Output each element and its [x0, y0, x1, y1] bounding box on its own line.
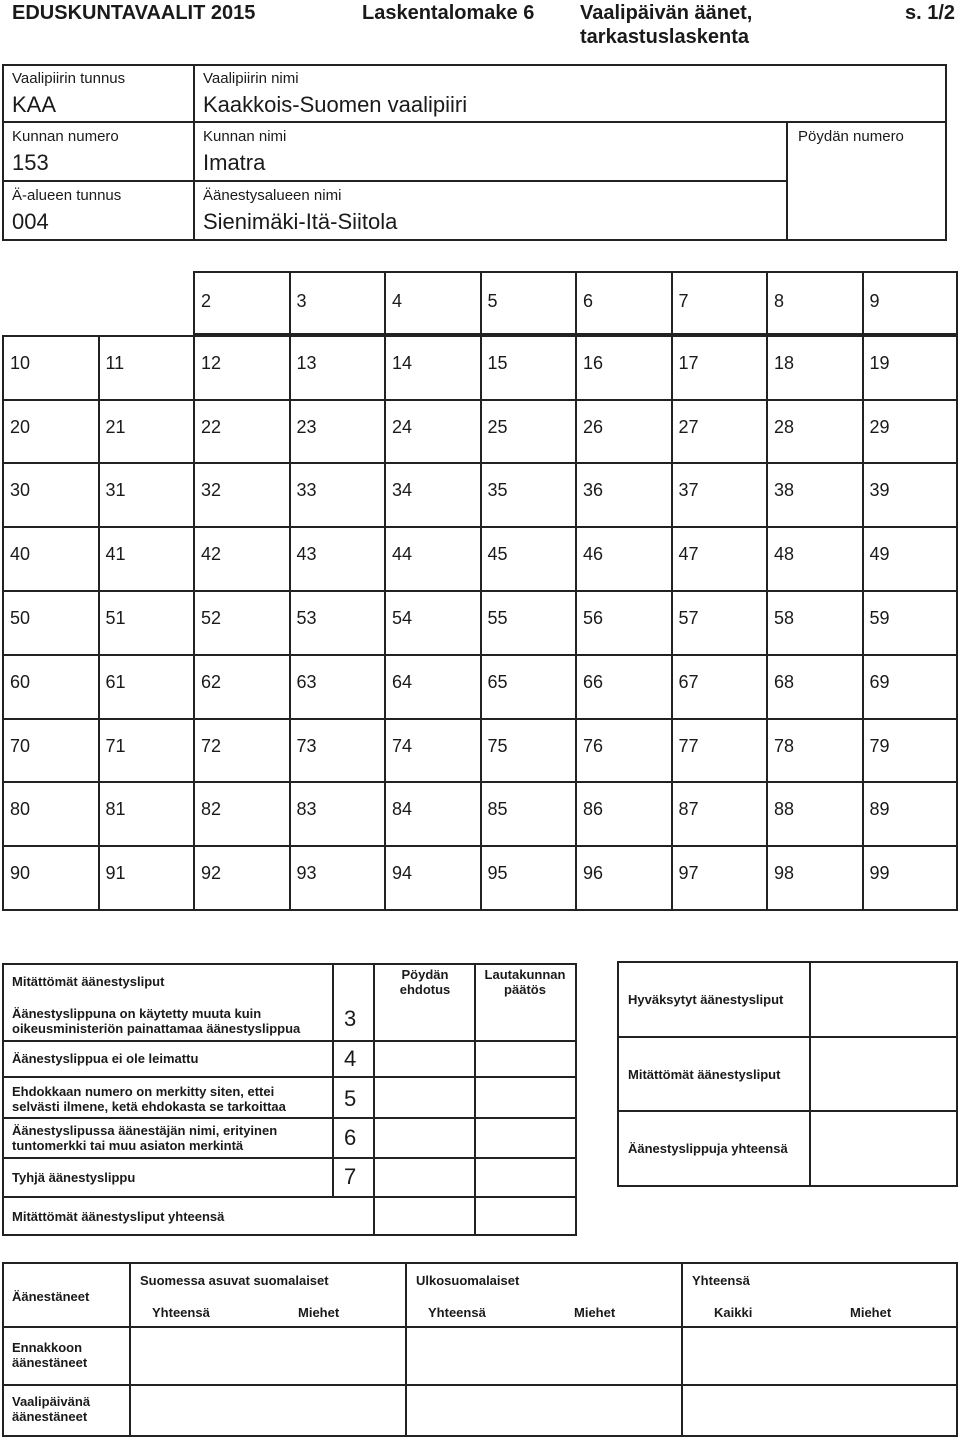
grid-number: 73: [296, 735, 317, 756]
grid-number: 90: [10, 863, 31, 884]
grid-number: 22: [201, 416, 222, 437]
grid-number: 47: [678, 544, 699, 565]
grid-number: 86: [583, 799, 604, 820]
grid-number: 81: [105, 799, 126, 820]
grid-number: 51: [105, 608, 126, 628]
grid-number: 43: [296, 544, 317, 565]
grid-number: 34: [392, 480, 413, 501]
grid-number: 98: [774, 863, 795, 884]
grid-number: 31: [105, 480, 126, 501]
grid-number: 96: [583, 863, 604, 884]
grid-number: 3: [296, 291, 307, 311]
grid-number: 68: [774, 671, 795, 692]
identification-box: [2, 64, 947, 241]
grid-number: 25: [487, 416, 508, 437]
advance-voters-label: Ennakkoon äänestäneet: [12, 1340, 88, 1370]
grid-number: 52: [201, 608, 222, 628]
muni-code: 153: [12, 150, 49, 175]
grid-number: 28: [774, 416, 795, 437]
grid-number: 69: [869, 671, 890, 692]
grid-number: 74: [392, 735, 413, 756]
grid-number: 78: [774, 735, 795, 756]
grid-number: 80: [10, 799, 31, 820]
grid-number: 58: [774, 608, 795, 628]
grid-number: 54: [392, 608, 413, 628]
grid-number: 70: [10, 735, 31, 756]
grid-number: 77: [678, 735, 699, 756]
grid-number: 82: [201, 799, 222, 820]
grid-number: 50: [10, 608, 31, 628]
grid-number: 38: [774, 480, 795, 501]
grid-number: 48: [774, 544, 795, 565]
grid-number: 24: [392, 416, 413, 437]
grid-number: 67: [678, 671, 699, 692]
invalid-code-7: 7: [344, 1164, 357, 1189]
grid-number: 33: [296, 480, 317, 501]
election-name: EDUSKUNTAVAALIT 2015: [12, 2, 256, 24]
grid-number: 83: [296, 799, 317, 820]
grid-number: 94: [392, 863, 413, 884]
grid-number: 14: [392, 352, 413, 373]
table-number-label: Pöydän numero: [798, 128, 904, 145]
grid-number: 87: [678, 799, 699, 820]
district-name: Kaakkois-Suomen vaalipiiri: [203, 92, 468, 117]
grid-number: 5: [487, 291, 498, 311]
grid-number: 13: [296, 352, 317, 373]
grid-number: 42: [201, 544, 222, 565]
muni-code-label: Kunnan numero: [12, 128, 119, 145]
grid-number: 26: [583, 416, 604, 437]
grid-number: 85: [487, 799, 508, 820]
grid-number: 27: [678, 416, 699, 437]
grid-number: 66: [583, 671, 604, 692]
accepted-ballots-label: Hyväksytyt äänestysliput: [628, 992, 784, 1007]
grid-number: 21: [105, 416, 126, 437]
abroad-total-col: Yhteensä: [428, 1305, 486, 1320]
grid-number: 32: [201, 480, 222, 501]
grid-number: 23: [296, 416, 317, 437]
district-code: KAA: [12, 92, 57, 117]
grid-number: 40: [10, 544, 31, 565]
area-code: 004: [12, 209, 49, 234]
form-title-line2: tarkastuslaskenta: [580, 26, 749, 48]
district-code-label: Vaalipiirin tunnus: [12, 70, 126, 87]
grid-number: 17: [678, 352, 699, 373]
voters-header: Äänestäneet: [12, 1289, 90, 1304]
total-ballots-label: Äänestyslippuja yhteensä: [628, 1141, 788, 1156]
grid-number: 75: [487, 735, 508, 756]
grid-number: 53: [296, 608, 317, 628]
grid-number: 12: [201, 352, 222, 373]
col-table-proposal: Pöydän ehdotus: [399, 967, 451, 997]
grid-number: 59: [869, 608, 890, 628]
invalid-reason-6: Äänestyslipussa äänestäjän nimi, erityinen tuntomerkki tai muu asiaton merkintä: [12, 1123, 278, 1153]
grid-number: 39: [869, 480, 890, 501]
grid-number: 64: [392, 671, 413, 692]
invalid-code-5: 5: [344, 1086, 357, 1111]
resident-men-col: Miehet: [298, 1305, 340, 1320]
grid-number: 35: [487, 480, 508, 501]
invalid-reason-3: Äänestyslippuna on käytetty muuta kuin oikeusministeriön painattamaa äänestyslippua: [12, 1006, 301, 1036]
all-men-col: Miehet: [850, 1305, 892, 1320]
resident-total-col: Yhteensä: [152, 1305, 210, 1320]
area-name: Sienimäki-Itä-Siitola: [203, 209, 398, 234]
muni-name-label: Kunnan nimi: [203, 128, 287, 145]
voters-abroad-header: Ulkosuomalaiset: [416, 1273, 520, 1288]
grid-number: 60: [10, 671, 31, 692]
summary-invalid-label: Mitättömät äänestysliput: [628, 1067, 781, 1082]
grid-number: 9: [869, 291, 880, 311]
area-code-label: Ä-alueen tunnus: [12, 187, 122, 204]
invalid-reason-4: Äänestyslippua ei ole leimattu: [12, 1051, 199, 1066]
col-board-decision: Lautakunnan päätös: [484, 967, 566, 997]
grid-number: 2: [201, 291, 212, 311]
grid-number: 55: [487, 608, 508, 628]
grid-number: 36: [583, 480, 604, 501]
invalid-code-6: 6: [344, 1125, 357, 1150]
grid-number: 30: [10, 480, 31, 501]
muni-name: Imatra: [203, 150, 266, 175]
voters-table: [2, 1262, 958, 1437]
grid-number: 63: [296, 671, 317, 692]
page-number: s. 1/2: [905, 2, 956, 24]
grid-number: 71: [105, 735, 126, 756]
grid-number: 57: [678, 608, 699, 628]
election-day-voters-label: Vaalipäivänä äänestäneet: [12, 1394, 91, 1424]
invalid-reason-7: Tyhjä äänestyslippu: [12, 1170, 136, 1185]
grid-number: 95: [487, 863, 508, 884]
grid-number: 8: [774, 291, 785, 311]
grid-number: 76: [583, 735, 604, 756]
voters-resident-header: Suomessa asuvat suomalaiset: [140, 1273, 329, 1288]
invalid-title: Mitättömät äänestysliput: [12, 974, 165, 989]
grid-number: 15: [487, 352, 508, 373]
grid-number: 37: [678, 480, 699, 501]
grid-number: 29: [869, 416, 890, 437]
voters-all-header: Yhteensä: [692, 1273, 750, 1288]
grid-number: 4: [392, 291, 403, 311]
grid-number: 61: [105, 671, 126, 692]
grid-number: 11: [105, 352, 125, 373]
invalid-code-4: 4: [344, 1046, 357, 1071]
grid-number: 92: [201, 863, 222, 884]
form-name: Laskentalomake 6: [362, 2, 535, 24]
grid-number: 41: [105, 544, 126, 565]
grid-number: 72: [201, 735, 222, 756]
grid-number: 89: [869, 799, 890, 820]
grid-number: 56: [583, 608, 604, 628]
grid-number: 99: [869, 863, 890, 884]
grid-number: 93: [296, 863, 317, 884]
grid-number: 18: [774, 352, 795, 373]
grid-number: 7: [678, 291, 689, 311]
grid-number: 6: [583, 291, 594, 311]
grid-number: 97: [678, 863, 699, 884]
invalid-code-3: 3: [344, 1006, 357, 1031]
grid-number: 45: [487, 544, 508, 565]
grid-number: 10: [10, 352, 31, 373]
invalid-total-label: Mitättömät äänestysliput yhteensä: [12, 1209, 225, 1224]
grid-number: 91: [105, 863, 126, 884]
grid-number: 62: [201, 671, 222, 692]
invalid-reason-5: Ehdokkaan numero on merkitty siten, ettei selvästi ilmene, ketä ehdokasta se tarkoittaa: [12, 1084, 286, 1114]
grid-number: 46: [583, 544, 604, 565]
grid-number: 84: [392, 799, 413, 820]
grid-number: 20: [10, 416, 31, 437]
grid-number: 65: [487, 671, 508, 692]
grid-number: 88: [774, 799, 795, 820]
grid-number: 16: [583, 352, 604, 373]
grid-number: 49: [869, 544, 890, 565]
form-title-line1: Vaalipäivän äänet,: [580, 2, 753, 24]
district-name-label: Vaalipiirin nimi: [203, 70, 299, 87]
grid-number: 44: [392, 544, 413, 565]
abroad-men-col: Miehet: [574, 1305, 616, 1320]
grid-number: 79: [869, 735, 890, 756]
grid-number: 19: [869, 352, 890, 373]
area-name-label: Äänestysalueen nimi: [203, 187, 342, 204]
all-total-col: Kaikki: [714, 1305, 753, 1320]
